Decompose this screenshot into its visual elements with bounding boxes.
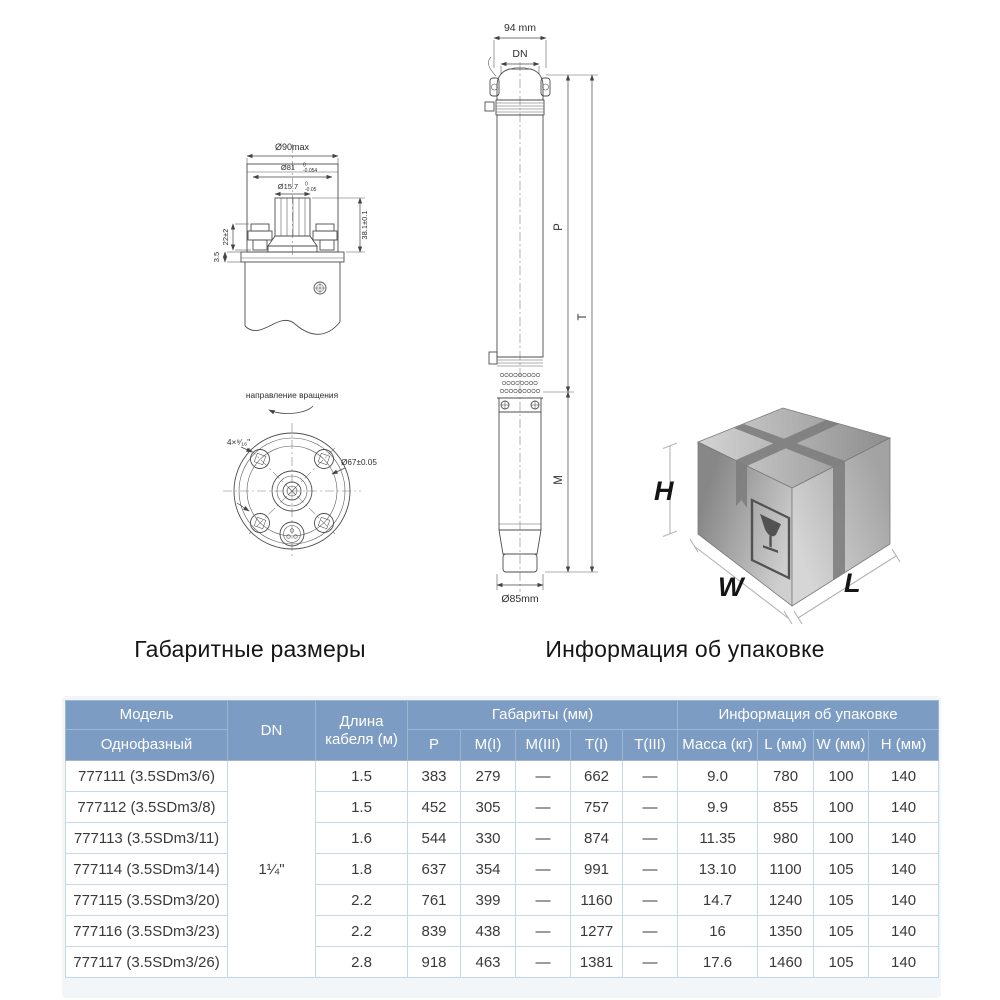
cell-ti: 1160 [571, 885, 623, 916]
cell-tiii: — [623, 792, 678, 823]
dim-d81-label: Ø81 [280, 163, 296, 172]
dim-d85-label: Ø85mm [501, 593, 539, 605]
col-header-l: L (мм) [758, 730, 814, 761]
cell-p: 918 [408, 947, 461, 978]
dim-t-label: T [577, 313, 589, 321]
cell-ti: 874 [571, 823, 623, 854]
cell-miii: — [516, 792, 571, 823]
cell-mi: 354 [461, 854, 516, 885]
cell-w: 100 [814, 792, 869, 823]
dim-dn-label: DN [512, 48, 528, 60]
cell-miii: — [516, 823, 571, 854]
dim-d157-tol-bottom: -0.05 [305, 187, 317, 193]
spec-table [65, 700, 939, 978]
dimensions-section-title: Габаритные размеры [134, 636, 366, 662]
cell-tiii: — [623, 761, 678, 792]
cell-cable: 1.6 [316, 823, 408, 854]
cell-miii: — [516, 916, 571, 947]
cell-cable: 1.8 [316, 854, 408, 885]
table-row [66, 823, 939, 854]
table-row [66, 761, 939, 792]
cell-w: 100 [814, 823, 869, 854]
cell-p: 452 [408, 792, 461, 823]
cell-w: 105 [814, 916, 869, 947]
cell-h: 140 [869, 761, 939, 792]
packaging-section-title: Информация об упаковке [545, 636, 825, 662]
cell-tiii: — [623, 854, 678, 885]
cell-l: 1350 [758, 916, 814, 947]
cell-model: 777111 (3.5SDm3/6) [66, 761, 228, 792]
cell-mi: 399 [461, 885, 516, 916]
col-header-p: P [408, 730, 461, 761]
cell-l: 1100 [758, 854, 814, 885]
dim-35-label: 3.5 [212, 251, 221, 263]
dim-p-label: P [553, 223, 565, 231]
dim-d81-tol-top: 0 [303, 162, 306, 169]
cell-mi: 279 [461, 761, 516, 792]
cell-w: 105 [814, 885, 869, 916]
col-header-tiii: T(III) [623, 730, 678, 761]
cell-miii: — [516, 885, 571, 916]
cell-miii: — [516, 854, 571, 885]
cell-mi: 305 [461, 792, 516, 823]
dim-381-label: 38.1±0.1 [360, 210, 369, 240]
box-width-label: W [718, 572, 744, 602]
cell-h: 140 [869, 916, 939, 947]
cell-cable: 1.5 [316, 761, 408, 792]
table-row [66, 854, 939, 885]
cell-l: 1460 [758, 947, 814, 978]
cell-ti: 1277 [571, 916, 623, 947]
cell-model: 777113 (3.5SDm3/11) [66, 823, 228, 854]
dim-d90-label: Ø90max [274, 142, 310, 152]
cell-cable: 1.5 [316, 792, 408, 823]
cell-mass: 14.7 [678, 885, 758, 916]
cell-mass: 17.6 [678, 947, 758, 978]
cell-model: 777115 (3.5SDm3/20) [66, 885, 228, 916]
flange-rotation-drawing [205, 385, 400, 570]
cell-p: 761 [408, 885, 461, 916]
col-header-dn: DN [228, 701, 316, 761]
cell-model: 777112 (3.5SDm3/8) [66, 792, 228, 823]
col-group-packaging: Информация об упаковке [678, 701, 939, 730]
table-row [66, 947, 939, 978]
cell-mass: 13.10 [678, 854, 758, 885]
cell-l: 780 [758, 761, 814, 792]
cell-l: 1240 [758, 885, 814, 916]
cell-cable: 2.8 [316, 947, 408, 978]
dim-d157-tol-top: 0 [305, 181, 308, 188]
cell-model: 777116 (3.5SDm3/23) [66, 916, 228, 947]
cell-w: 105 [814, 854, 869, 885]
cell-mass: 9.9 [678, 792, 758, 823]
table-row [66, 916, 939, 947]
cell-h: 140 [869, 947, 939, 978]
cell-tiii: — [623, 947, 678, 978]
cell-mi: 330 [461, 823, 516, 854]
cell-cable: 2.2 [316, 885, 408, 916]
cell-ti: 757 [571, 792, 623, 823]
pump-head-dimension-drawing [195, 128, 415, 363]
cell-p: 839 [408, 916, 461, 947]
table-row [66, 885, 939, 916]
cell-mass: 16 [678, 916, 758, 947]
cell-ti: 1381 [571, 947, 623, 978]
cell-miii: — [516, 947, 571, 978]
cell-model: 777114 (3.5SDm3/14) [66, 854, 228, 885]
cell-mi: 438 [461, 916, 516, 947]
col-header-model: Модель [66, 701, 228, 730]
dim-d157-label: Ø15.7 [277, 182, 299, 191]
table-row [66, 792, 939, 823]
cell-tiii: — [623, 916, 678, 947]
cell-h: 140 [869, 885, 939, 916]
rotation-direction-label: направление вращения [245, 390, 339, 400]
cell-w: 105 [814, 947, 869, 978]
cell-ti: 662 [571, 761, 623, 792]
dim-22-label: 22±2 [221, 228, 230, 246]
dim-94mm-label: 94 mm [503, 22, 537, 34]
cell-l: 980 [758, 823, 814, 854]
box-length-label: L [844, 568, 861, 598]
cell-tiii: — [623, 823, 678, 854]
col-group-dimensions: Габариты (мм) [408, 701, 678, 730]
col-header-w: W (мм) [814, 730, 869, 761]
col-header-single-phase: Однофазный [66, 730, 228, 761]
box-height-label: H [654, 476, 674, 506]
cell-mi: 463 [461, 947, 516, 978]
cell-p: 544 [408, 823, 461, 854]
cell-model: 777117 (3.5SDm3/26) [66, 947, 228, 978]
cell-l: 855 [758, 792, 814, 823]
cell-h: 140 [869, 792, 939, 823]
col-header-cable-length: Длина кабеля (м) [316, 701, 408, 761]
dim-m-label: M [553, 475, 565, 485]
bolt-circle-diameter-label: Ø67±0.05 [341, 458, 377, 467]
header-row-groups [66, 701, 939, 730]
cell-miii: — [516, 761, 571, 792]
packaging-box-illustration [650, 388, 950, 633]
cell-p: 383 [408, 761, 461, 792]
cell-w: 100 [814, 761, 869, 792]
cell-h: 140 [869, 854, 939, 885]
col-header-mass: Масса (кг) [678, 730, 758, 761]
cell-ti: 991 [571, 854, 623, 885]
cell-cable: 2.2 [316, 916, 408, 947]
cell-mass: 9.0 [678, 761, 758, 792]
cell-dn-value: 1¼" [228, 761, 316, 978]
dim-d81-tol-bottom: -0.054 [303, 168, 318, 174]
col-header-mi: M(I) [461, 730, 516, 761]
cell-h: 140 [869, 823, 939, 854]
cell-mass: 11.35 [678, 823, 758, 854]
cell-tiii: — [623, 885, 678, 916]
col-header-h: H (мм) [869, 730, 939, 761]
pump-outline-drawing [450, 12, 625, 612]
col-header-ti: T(I) [571, 730, 623, 761]
bolt-hole-count-label: 4×⁹⁄₁₆" [227, 438, 251, 447]
col-header-miii: M(III) [516, 730, 571, 761]
cell-p: 637 [408, 854, 461, 885]
header-row-columns [66, 730, 939, 761]
